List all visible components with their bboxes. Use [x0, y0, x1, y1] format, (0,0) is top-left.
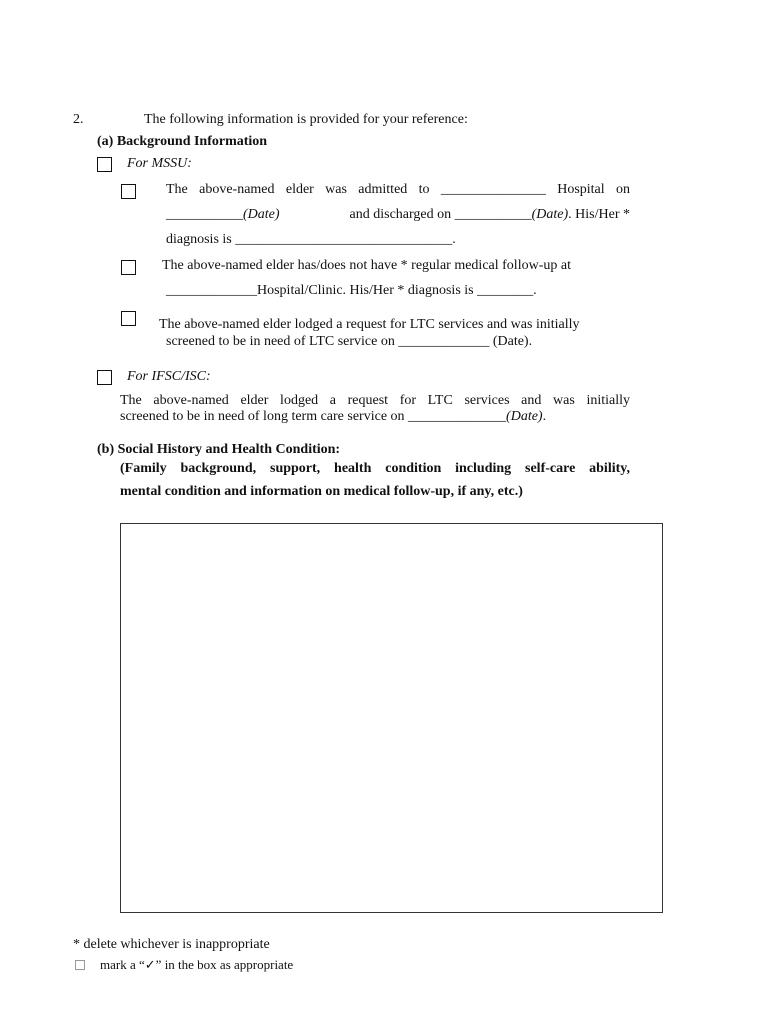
legend-checkbox-icon — [75, 960, 85, 970]
section-number: 2. — [73, 112, 84, 127]
date-label: (Date) — [243, 207, 280, 222]
mssu-label: For MSSU: — [127, 156, 192, 171]
mssu-item1-line2 — [166, 207, 630, 223]
footnote-delete: * delete whichever is inappropriate — [73, 937, 270, 952]
mssu-item3-line1: The above-named elder lodged a request for LTC services and was initially — [159, 317, 580, 332]
mssu-item1-line2-mid — [350, 207, 630, 223]
date-label: (Date) — [506, 409, 543, 424]
background-heading: (a) Background Information — [97, 134, 268, 149]
social-subheading-line2: mental condition and information on medical follow-up, if any, etc.) — [120, 484, 523, 499]
social-subheading-line1: (Family background, support, health condition including self-care ability, — [120, 461, 630, 476]
mssu-item2-line1: The above-named elder has/does not have * regular medical follow-up at — [162, 258, 571, 273]
ifsc-line1: The above-named elder lodged a request for LTC services and was initially — [120, 393, 630, 408]
mssu-item1-line2-left — [166, 207, 280, 223]
mssu-checkbox[interactable] — [97, 157, 112, 172]
mssu-item3-checkbox[interactable] — [121, 311, 136, 326]
social-heading: (b) Social History and Health Condition: — [97, 442, 341, 457]
blank-line: ___________ — [166, 207, 243, 222]
date-label: (Date) — [531, 207, 569, 222]
ifsc-line2 — [120, 409, 546, 425]
ifsc-checkbox[interactable] — [97, 370, 112, 385]
ifsc-line2-text: screened to be in need of long term care service on ______________ — [120, 409, 507, 424]
mssu-item2-checkbox[interactable] — [121, 260, 136, 275]
discharged-text: and discharged on ___________ — [349, 207, 532, 222]
ifsc-line2-end: . — [542, 409, 547, 424]
mssu-item2-line2: _____________Hospital/Clinic. His/Her * diagnosis is ________. — [166, 283, 537, 298]
footnote-mark — [100, 957, 293, 973]
mssu-item1-line1: The above-named elder was admitted to _______________ Hospital on — [166, 182, 630, 197]
his-her-text: . His/Her * — [568, 207, 630, 222]
ifsc-label: For IFSC/ISC: — [127, 369, 211, 384]
mssu-item3-line2: screened to be in need of LTC service on _____________ (Date). — [166, 334, 533, 349]
mark-prefix: mark a “ — [100, 957, 145, 972]
mark-suffix: ” in the box as appropriate — [155, 957, 294, 972]
mssu-item1-line3: diagnosis is _______________________________. — [166, 232, 456, 247]
mssu-item1-checkbox[interactable] — [121, 184, 136, 199]
checkmark-icon: ✓ — [144, 957, 156, 972]
section-intro: The following information is provided for your reference: — [144, 112, 468, 127]
social-history-textarea[interactable] — [120, 523, 663, 913]
